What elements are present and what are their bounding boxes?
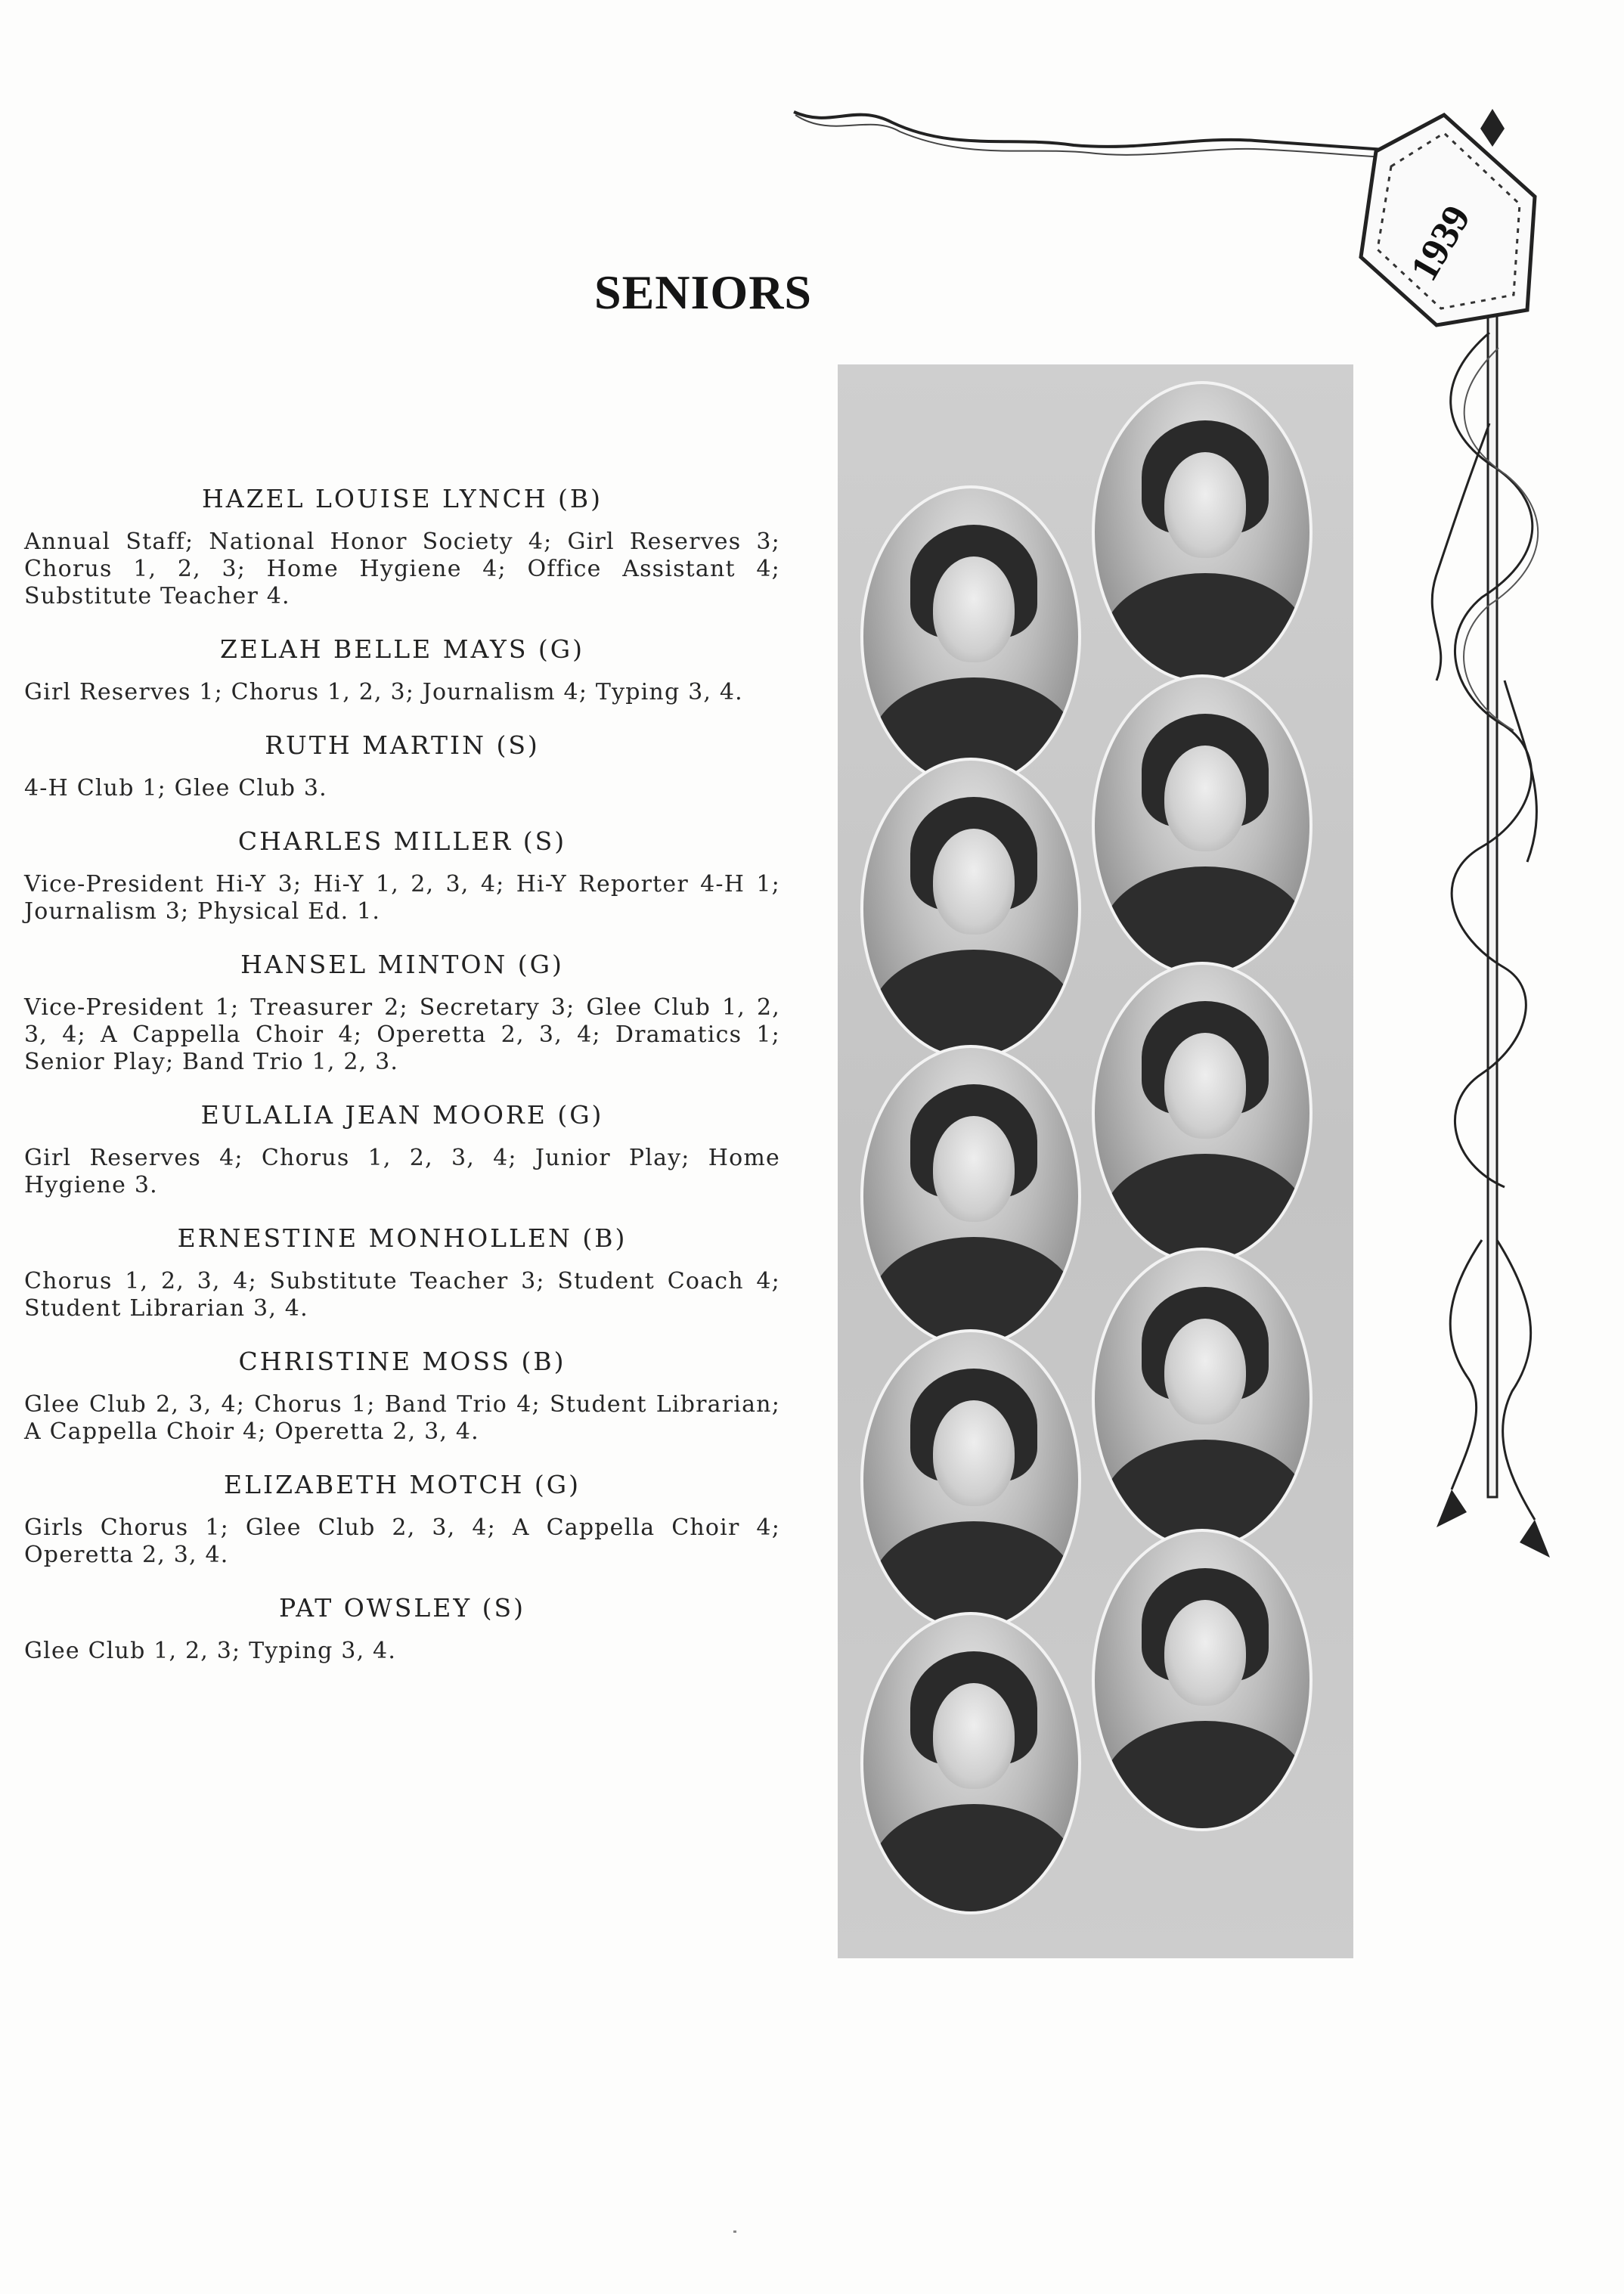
senior-activities: Glee Club 2, 3, 4; Chorus 1; Band Trio 4; Student Librarian; A Cappella Choir 4; Operetta 2, 3, 4. (24, 1391, 780, 1445)
senior-name: CHARLES MILLER (S) (237, 826, 567, 856)
senior-portrait (860, 1612, 1081, 1914)
senior-portrait (860, 485, 1081, 788)
senior-entry (24, 1593, 780, 1665)
senior-entry (24, 634, 780, 706)
senior-portrait (1092, 962, 1313, 1264)
senior-entry (24, 730, 780, 802)
senior-activities: Vice-President 1; Treasurer 2; Secretary 3; Glee Club 1, 2, 3, 4; A Cappella Choir 4; Operetta 2, 3, 4; Dramatics 1; Senior Play; Band Trio 1, 2, 3. (24, 994, 780, 1075)
senior-entry (24, 484, 780, 610)
senior-activities: Glee Club 1, 2, 3; Typing 3, 4. (24, 1638, 397, 1664)
senior-portrait (1092, 381, 1313, 684)
senior-name: HANSEL MINTON (G) (240, 950, 564, 979)
senior-name: EULALIA JEAN MOORE (G) (200, 1100, 604, 1130)
senior-name: ELIZABETH MOTCH (G) (224, 1470, 581, 1499)
senior-activities: Girl Reserves 1; Chorus 1, 2, 3; Journalism 4; Typing 3, 4. (24, 679, 743, 705)
senior-activities: Girls Chorus 1; Glee Club 2, 3, 4; A Cappella Choir 4; Operetta 2, 3, 4. (24, 1514, 780, 1568)
senior-name: PAT OWSLEY (S) (279, 1593, 525, 1623)
senior-portrait (860, 1045, 1081, 1347)
senior-list (24, 484, 780, 1689)
senior-entry (24, 826, 780, 925)
senior-portrait (1092, 1248, 1313, 1550)
senior-entry (24, 950, 780, 1076)
senior-entry (24, 1347, 780, 1446)
senior-name: ZELAH BELLE MAYS (G) (219, 634, 585, 664)
senior-portrait (860, 1329, 1081, 1632)
senior-activities: Annual Staff; National Honor Society 4; Girl Reserves 3; Chorus 1, 2, 3; Home Hygiene 4; Office Assistant 4; Substitute Teacher 4. (24, 529, 780, 609)
senior-name: HAZEL LOUISE LYNCH (B) (201, 484, 603, 513)
senior-portrait (860, 758, 1081, 1060)
senior-name: ERNESTINE MONHOLLEN (B) (177, 1223, 628, 1253)
senior-entry (24, 1470, 780, 1569)
senior-activities: Chorus 1, 2, 3, 4; Substitute Teacher 3; Student Coach 4; Student Librarian 3, 4. (24, 1268, 780, 1322)
page-title: SENIORS (594, 265, 812, 319)
senior-portrait (1092, 1529, 1313, 1831)
portrait-panel (838, 364, 1353, 1958)
senior-entry (24, 1223, 780, 1322)
senior-activities: Girl Reserves 4; Chorus 1, 2, 3, 4; Junior Play; Home Hygiene 3. (24, 1145, 780, 1198)
page-speck (733, 2230, 736, 2233)
pennant-shield (1361, 115, 1535, 325)
senior-activities: 4-H Club 1; Glee Club 3. (24, 775, 327, 801)
senior-name: CHRISTINE MOSS (B) (238, 1347, 566, 1376)
senior-portrait (1092, 674, 1313, 977)
senior-activities: Vice-President Hi-Y 3; Hi-Y 1, 2, 3, 4; Hi-Y Reporter 4-H 1; Journalism 3; Physical Ed. 1. (24, 871, 780, 925)
senior-entry (24, 1100, 780, 1199)
senior-name: RUTH MARTIN (S) (265, 730, 540, 760)
pennant-year-text: 1939 (1402, 198, 1480, 289)
